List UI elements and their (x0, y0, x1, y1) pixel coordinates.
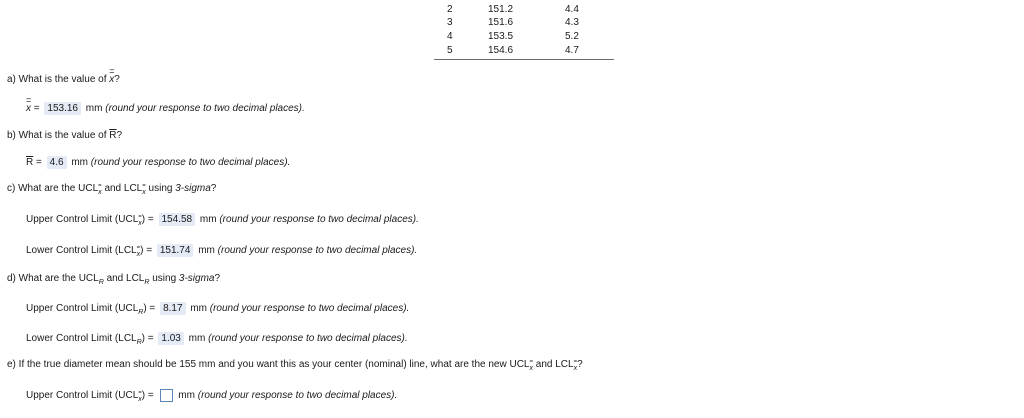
table-cell: 153.5 (488, 31, 514, 42)
answer-b-row: $\overline{R} = 4.6$ mm (round your response to two decimal places). (26, 157, 291, 168)
answer-d-lcl-value[interactable]: 1.03 (158, 332, 183, 345)
answer-c-lcl-row: Lower Control Limit (LCL= $_x$) = 151.74 mm (round your response to two decimal places). (26, 244, 417, 258)
question-a: a) What is the value of = x? (7, 74, 120, 85)
answer-c-ucl-row: Upper Control Limit (UCL= $_x$) = 154.58 mm (round your response to two decimal places). (26, 213, 419, 227)
answer-e-ucl-input[interactable] (160, 389, 173, 402)
table-cell: 3 (447, 17, 453, 28)
table-rule (434, 59, 614, 60)
table-cell: 5.2 (565, 31, 579, 42)
table-cell: 4.3 (565, 17, 579, 28)
answer-d-ucl-row: Upper Control Limit $(UCL_R) = 8.17$ mm (round your response to two decimal places). (26, 303, 410, 316)
answer-e-ucl-row: Upper Control Limit (UCL= $_x$) = mm (round your response to two decimal places). (26, 389, 397, 403)
answer-d-ucl-value[interactable]: 8.17 (160, 302, 185, 315)
table-cell: 5 (447, 45, 453, 56)
answer-d-lcl-row: Lower Control Limit $(LCL_R) = 1.03$ mm (round your response to two decimal places). (26, 333, 408, 346)
question-b: b) What is the value of $\overline{R}$? (7, 130, 123, 141)
question-d: d) What are the $UCL_R$ and $LCL_R$ using 3-sigma? (7, 273, 221, 286)
answer-c-ucl-value[interactable]: 154.58 (159, 213, 196, 226)
table-cell: 2 (447, 4, 453, 15)
table-cell: 4.7 (565, 45, 579, 56)
answer-c-lcl-value[interactable]: 151.74 (157, 244, 194, 257)
table-cell: 151.2 (488, 4, 514, 15)
table-cell: 154.6 (488, 45, 514, 56)
question-e: e) If the true diameter mean should be 155 mm and you want this as your center (nominal) line, what are the new UCL= $_x$ and LCL= $_x$? (7, 359, 583, 372)
r-bar-symbol: $\overline{R}$ (109, 130, 117, 141)
table-cell: 4 (447, 31, 453, 42)
answer-a-value[interactable]: 153.16 (44, 102, 81, 115)
answer-a-row: = x = 153.16 mm (round your response to two decimal places). (26, 102, 305, 115)
question-c: c) What are the UCL= $_x$ and LCL= $_x$ using 3-sigma? (7, 183, 216, 196)
table-cell: 4.4 (565, 4, 579, 15)
answer-b-value[interactable]: 4.6 (47, 156, 67, 169)
x-double-bar-symbol: = x (109, 74, 114, 85)
table-cell: 151.6 (488, 17, 514, 28)
